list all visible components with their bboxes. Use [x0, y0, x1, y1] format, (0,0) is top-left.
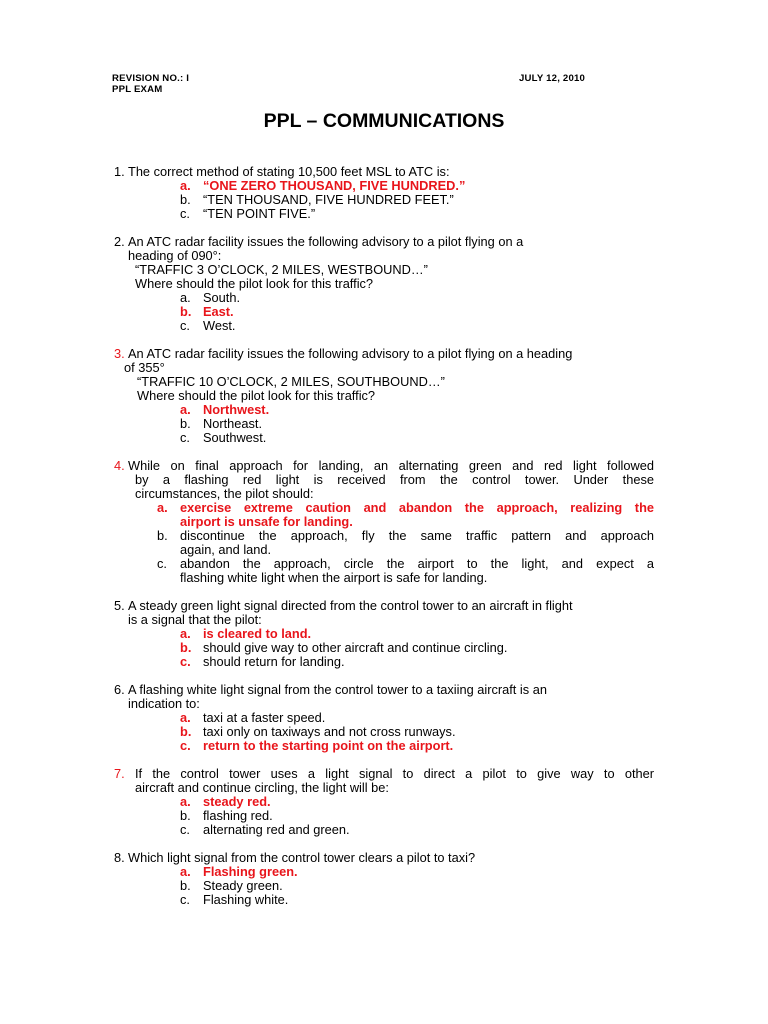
question-7-option-a: steady red. — [203, 794, 271, 809]
question-2-quote: “TRAFFIC 3 O’CLOCK, 2 MILES, WESTBOUND…” — [135, 262, 428, 277]
question-3-number: 3. — [114, 346, 125, 361]
question-4-option-b-line-2: again, and land. — [180, 542, 272, 557]
question-5-option-b: should give way to other aircraft and continue circling. — [203, 640, 508, 655]
question-5-line-1: A steady green light signal directed from the control tower to an aircraft in flight — [128, 598, 573, 613]
question-4-option-b-line-1: discontinue the approach, fly the same traffic pattern and approach — [180, 528, 654, 543]
question-3-ask: Where should the pilot look for this traffic? — [137, 388, 376, 403]
question-3-option-b: Northeast. — [203, 416, 263, 431]
question-3-option-c: Southwest. — [203, 430, 267, 445]
question-4-line-1: While on final approach for landing, an alternating green and red light followed — [128, 458, 654, 473]
question-6-option-b-label: b. — [180, 724, 192, 739]
question-2-line-2: heading of 090°: — [128, 248, 222, 263]
question-2-option-b: East. — [203, 304, 234, 319]
question-4-option-a-line-1: exercise extreme caution and abandon the approach, realizing the — [180, 500, 654, 515]
question-6-option-b: taxi only on taxiways and not cross runways. — [203, 724, 456, 739]
question-1-option-a-label: a. — [180, 178, 191, 193]
question-7-option-c: alternating red and green. — [203, 822, 350, 837]
question-8-number: 8. — [114, 850, 125, 865]
question-3-option-c-label: c. — [180, 430, 190, 445]
question-1-text: The correct method of stating 10,500 feet MSL to ATC is: — [128, 164, 450, 179]
question-7-option-a-label: a. — [180, 794, 191, 809]
question-3-line-2: of 355° — [124, 360, 165, 375]
question-4-option-c-label: c. — [157, 556, 167, 571]
question-2-option-b-label: b. — [180, 304, 192, 319]
question-5-number: 5. — [114, 598, 125, 613]
question-7-line-1: If the control tower uses a light signal to direct a pilot to give way to other — [135, 766, 654, 781]
question-4-number: 4. — [114, 458, 125, 473]
question-3-option-a-label: a. — [180, 402, 191, 417]
question-5-option-c: should return for landing. — [203, 654, 345, 669]
question-1-option-b: “TEN THOUSAND, FIVE HUNDRED FEET.” — [203, 192, 454, 207]
question-2-number: 2. — [114, 234, 125, 249]
question-8-text: Which light signal from the control tower clears a pilot to taxi? — [128, 850, 476, 865]
question-1-option-c: “TEN POINT FIVE.” — [203, 206, 316, 221]
document-date: JULY 12, 2010 — [519, 73, 586, 84]
question-8-option-c: Flashing white. — [203, 892, 289, 907]
question-1-option-a: “ONE ZERO THOUSAND, FIVE HUNDRED.” — [203, 178, 466, 193]
question-7-option-b: flashing red. — [203, 808, 273, 823]
question-6-option-c: return to the starting point on the airport. — [203, 738, 454, 753]
question-6-option-c-label: c. — [180, 738, 191, 753]
question-2-option-a-label: a. — [180, 290, 191, 305]
question-6-line-2: indication to: — [128, 696, 200, 711]
question-6-option-a: taxi at a faster speed. — [203, 710, 326, 725]
page-title: PPL – COMMUNICATIONS — [263, 110, 505, 132]
question-4-line-2: by a flashing red light is received from the control tower. Under these — [135, 472, 654, 487]
question-2-ask: Where should the pilot look for this traffic? — [135, 276, 374, 291]
revision-number: REVISION NO.: I — [112, 73, 190, 84]
question-7-option-b-label: b. — [180, 808, 191, 823]
question-6-option-a-label: a. — [180, 710, 191, 725]
question-2-option-c-label: c. — [180, 318, 190, 333]
question-5-option-a: is cleared to land. — [203, 626, 312, 641]
question-2-line-1: An ATC radar facility issues the following advisory to a pilot flying on a — [128, 234, 524, 249]
question-2-option-c: West. — [203, 318, 236, 333]
question-3-quote: “TRAFFIC 10 O’CLOCK, 2 MILES, SOUTHBOUND…” — [137, 374, 445, 389]
question-8-option-a-label: a. — [180, 864, 191, 879]
exam-name: PPL EXAM — [112, 84, 163, 95]
question-1-option-b-label: b. — [180, 192, 191, 207]
question-3-option-b-label: b. — [180, 416, 191, 431]
question-7-option-c-label: c. — [180, 822, 190, 837]
question-6-line-1: A flashing white light signal from the control tower to a taxiing aircraft is an — [128, 682, 547, 697]
question-8-option-b-label: b. — [180, 878, 191, 893]
question-5-option-a-label: a. — [180, 626, 191, 641]
question-1-number: 1. — [114, 164, 125, 179]
question-7-line-2: aircraft and continue circling, the light will be: — [135, 780, 389, 795]
question-3-line-1: An ATC radar facility issues the following advisory to a pilot flying on a heading — [128, 346, 573, 361]
question-4-option-a-line-2: airport is unsafe for landing. — [180, 514, 353, 529]
question-6-number: 6. — [114, 682, 125, 697]
question-4-line-3: circumstances, the pilot should: — [135, 486, 314, 501]
question-5-option-c-label: c. — [180, 654, 191, 669]
question-1-option-c-label: c. — [180, 206, 190, 221]
question-5-option-b-label: b. — [180, 640, 192, 655]
question-8-option-a: Flashing green. — [203, 864, 298, 879]
question-4-option-c-line-2: flashing white light when the airport is safe for landing. — [180, 570, 488, 585]
question-4-option-a-label: a. — [157, 500, 168, 515]
question-4-option-c-line-1: abandon the approach, circle the airport to the light, and expect a — [180, 556, 654, 571]
question-2-option-a: South. — [203, 290, 240, 305]
question-7-number: 7. — [114, 766, 125, 781]
question-5-line-2: is a signal that the pilot: — [128, 612, 262, 627]
question-4-option-b-label: b. — [157, 528, 168, 543]
question-8-option-b: Steady green. — [203, 878, 283, 893]
question-3-option-a: Northwest. — [203, 402, 270, 417]
question-8-option-c-label: c. — [180, 892, 190, 907]
